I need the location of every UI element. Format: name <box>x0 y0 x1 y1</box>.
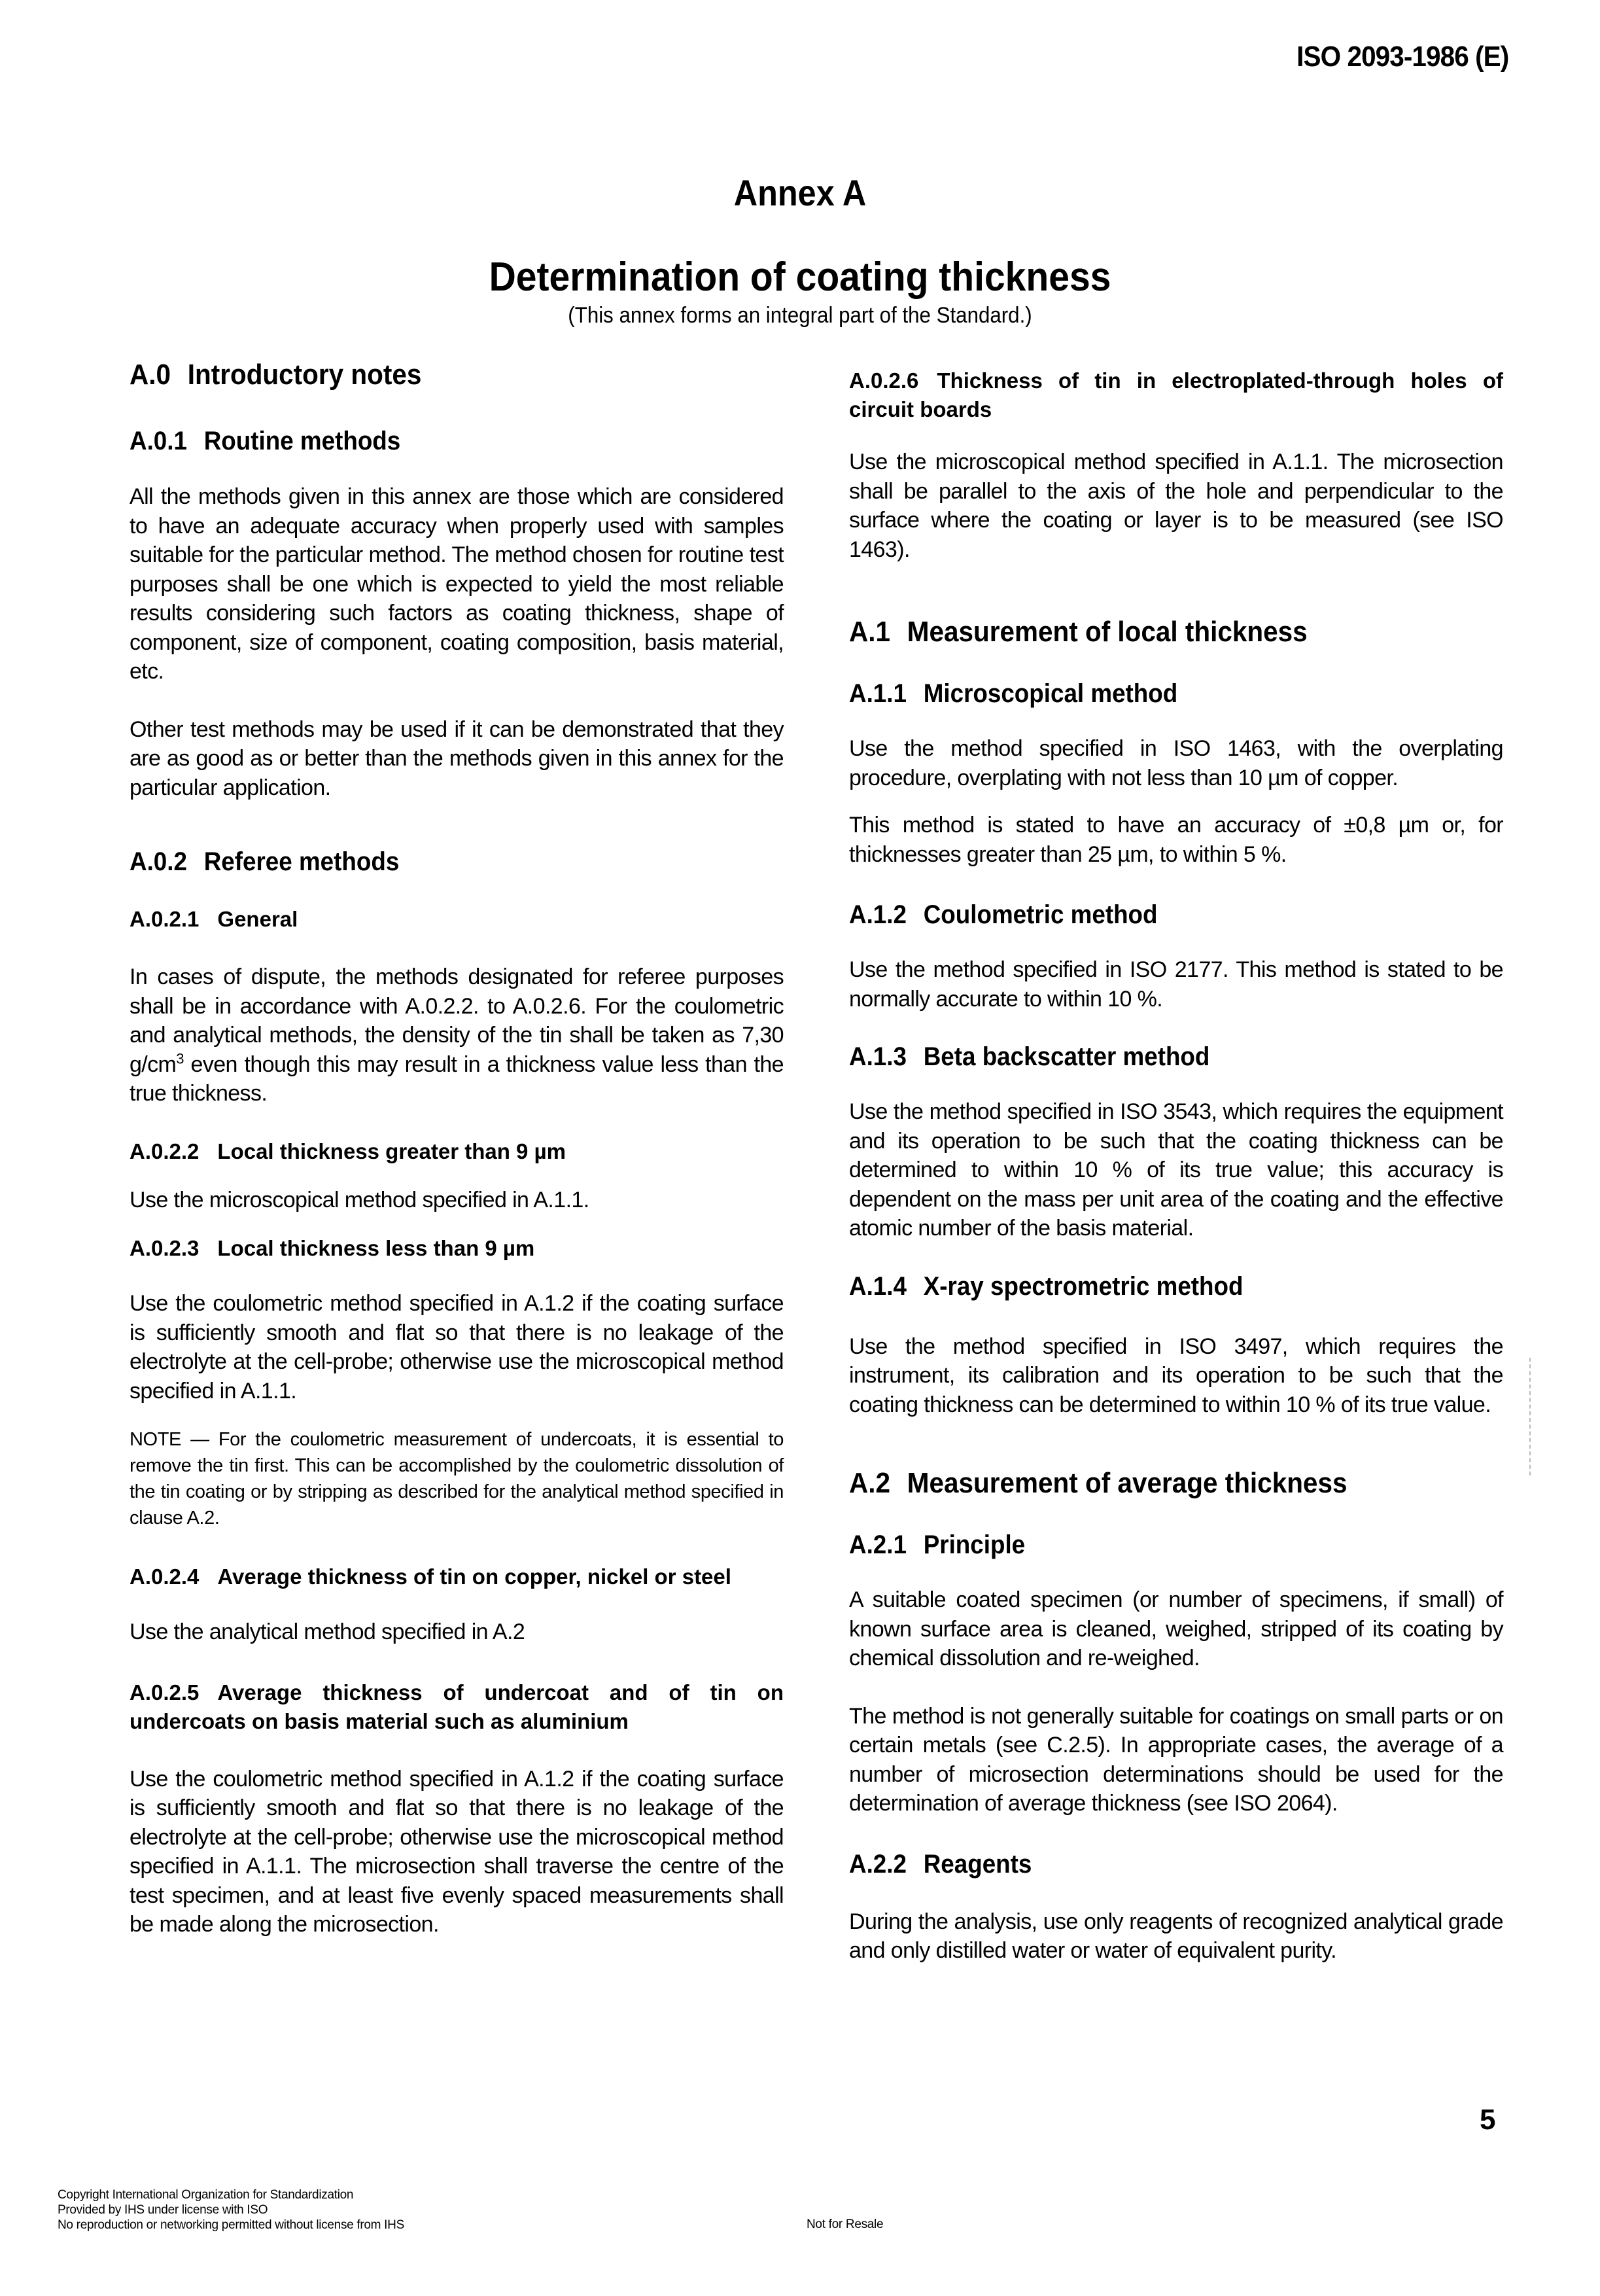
section-heading-a12 <box>849 898 1451 932</box>
right-column <box>849 366 1503 1966</box>
paragraph: A suitable coated specimen (or number of specimens, if small) of known surface area is cleaned, weighed, stripped of its coating by chemical dissolution and re-weighed. <box>849 1587 1503 1670</box>
paragraph: This method is stated to have an accuracy of ±0,8 µm or, for thicknesses greater than 25 µm, to within 5 %. <box>849 813 1503 867</box>
section-heading-a026 <box>849 366 1503 424</box>
section-title: Measurement of average thickness <box>907 1467 1348 1499</box>
section-title: Beta backscatter method <box>923 1042 1210 1071</box>
section-number: A.1.2 <box>849 900 907 929</box>
section-heading-a01 <box>130 424 731 458</box>
footer-line: Provided by IHS under license with ISO <box>58 2203 268 2217</box>
section-title: Local thickness less than 9 µm <box>217 1236 535 1260</box>
section-number: A.0.2.2 <box>130 1139 200 1163</box>
section-title: General <box>217 907 298 931</box>
section-number: A.0.2.6 <box>849 368 919 393</box>
section-title: Reagents <box>923 1849 1032 1879</box>
paragraph <box>130 963 784 1108</box>
section-heading-a11 <box>849 677 1451 711</box>
paragraph: Use the coulometric method specified in A.1.2 if the coating surface is sufficiently smooth and flat so that there is no leakage of the electrolyte at the cell-probe; otherwise use the microscopical method specified in A.1.1. <box>130 1291 784 1404</box>
paragraph: Use the coulometric method specified in A.1.2 if the coating surface is sufficiently smooth and flat so that there is no leakage of the electrolyte at the cell-probe; otherwise use the microscopical method specified in A.1.1. The microsection shall traverse the centre of the test specimen, and at least five evenly spaced measurements shall be made along the microsection. <box>130 1766 784 1937</box>
section-title: X-ray spectrometric method <box>923 1271 1243 1301</box>
superscript: 3 <box>176 1050 184 1067</box>
section-heading-a024 <box>130 1563 784 1591</box>
section-number: A.0.1 <box>130 427 187 455</box>
section-number: A.0.2.5 <box>130 1680 200 1704</box>
paragraph-text: In cases of dispute, the methods designated for referee purposes shall be in accordance with A.0.2.2. to A.0.2.6. For the coulometric and analytical methods, the density of the tin shall be taken as 7,30 g/cm <box>130 964 784 1077</box>
section-heading-a22 <box>849 1847 1451 1881</box>
section-number: A.1.1 <box>849 679 907 708</box>
copyright-footer <box>58 2187 404 2233</box>
section-heading-a21 <box>849 1528 1451 1562</box>
section-heading-a14 <box>849 1269 1451 1303</box>
section-title: Average thickness of undercoat and of tin on undercoats on basis material such as aluminium <box>130 1680 784 1733</box>
footer-line: Copyright International Organization for Standardization <box>58 2188 354 2202</box>
scan-artifact-divider <box>1529 1358 1533 1475</box>
paragraph: Use the method specified in ISO 3497, which requires the instrument, its calibration and its operation to be such that the coating thickness can be determined to within 10 % of its true value. <box>849 1333 1503 1417</box>
section-title: Thickness of tin in electroplated-through holes of circuit boards <box>849 368 1503 421</box>
paragraph: Use the analytical method specified in A.2 <box>130 1619 525 1644</box>
document-id-header: ISO 2093-1986 (E) <box>1296 41 1508 73</box>
section-heading-a13 <box>849 1040 1451 1074</box>
paragraph: Use the method specified in ISO 1463, with the overplating procedure, overplating with not less than 10 µm of copper. <box>849 736 1503 790</box>
section-heading-a022 <box>130 1137 784 1166</box>
section-heading-a2 <box>849 1465 1451 1502</box>
paragraph: Use the microscopical method specified in A.1.1. <box>130 1187 589 1212</box>
annex-subtitle: (This annex forms an integral part of the Standard.) <box>568 303 1032 328</box>
section-number: A.2 <box>849 1467 891 1499</box>
section-title: Routine methods <box>203 427 401 455</box>
paragraph: Use the method specified in ISO 3543, which requires the equipment and its operation to be such that the coating thickness can be determined to within 10 % of its true value; this accuracy is dependent on the mass per unit area of the coating and the effective atomic number of the basis material. <box>849 1099 1503 1241</box>
section-number: A.0.2.3 <box>130 1236 200 1260</box>
section-number: A.0 <box>130 359 171 391</box>
section-number: A.1.3 <box>849 1042 907 1071</box>
section-title: Coulometric method <box>923 900 1158 929</box>
section-heading-a0 <box>130 357 731 393</box>
section-heading-a021 <box>130 905 784 934</box>
section-title: Measurement of local thickness <box>907 616 1308 648</box>
paragraph: All the methods given in this annex are those which are considered to have an adequate accuracy when properly used with samples suitable for the particular method. The method chosen for routine test purposes shall be one which is expected to yield the most reliable results considering such factors as coating thickness, shape of component, size of component, coating composition, basis material, etc. <box>130 484 784 684</box>
left-column <box>130 357 784 1939</box>
paragraph: During the analysis, use only reagents of recognized analytical grade and only distilled water or water of equivalent purity. <box>849 1909 1503 1963</box>
page-number: 5 <box>1480 2104 1496 2136</box>
section-heading-a1 <box>849 614 1451 650</box>
annex-title: Determination of coating thickness <box>489 255 1111 300</box>
paragraph: Other test methods may be used if it can be demonstrated that they are as good as or better than the methods given in this annex for the particular application. <box>130 716 784 800</box>
section-heading-a025 <box>130 1678 784 1736</box>
note: NOTE — For the coulometric measurement of undercoats, it is essential to remove the tin first. This can be accomplished by the coulometric dissolution of the tin coating or by stripping as described for the analytical method specified in clause A.2. <box>130 1429 784 1528</box>
section-number: A.1.4 <box>849 1271 907 1301</box>
not-for-resale-label: Not for Resale <box>807 2217 884 2231</box>
section-title: Introductory notes <box>187 359 422 391</box>
section-title: Microscopical method <box>923 679 1178 708</box>
paragraph: Use the microscopical method specified in A.1.1. The microsection shall be parallel to the axis of the hole and perpendicular to the surface where the coating or layer is to be measured (see ISO 1463). <box>849 450 1503 562</box>
section-number: A.1 <box>849 616 891 648</box>
section-number: A.2.1 <box>849 1530 907 1559</box>
paragraph: Use the method specified in ISO 2177. This method is stated to be normally accurate to within 10 %. <box>849 957 1503 1012</box>
section-title: Principle <box>923 1530 1026 1559</box>
section-heading-a02 <box>130 845 731 879</box>
annex-label: Annex A <box>733 172 867 213</box>
section-number: A.0.2.4 <box>130 1564 200 1589</box>
paragraph-text: even though this may result in a thickness value less than the true thickness. <box>130 1051 784 1106</box>
footer-line: No reproduction or networking permitted without license from IHS <box>58 2218 404 2232</box>
section-heading-a023 <box>130 1234 784 1263</box>
section-title: Local thickness greater than 9 µm <box>217 1139 566 1163</box>
paragraph: The method is not generally suitable for coatings on small parts or on certain metals (see C.2.5). In appropriate cases, the average of a number of microsection determinations should be used for the determination of average thickness (see ISO 2064). <box>849 1703 1503 1816</box>
section-number: A.0.2 <box>130 847 187 876</box>
section-number: A.0.2.1 <box>130 907 200 931</box>
section-title: Average thickness of tin on copper, nickel or steel <box>217 1564 731 1589</box>
section-title: Referee methods <box>203 847 400 876</box>
section-number: A.2.2 <box>849 1849 907 1879</box>
